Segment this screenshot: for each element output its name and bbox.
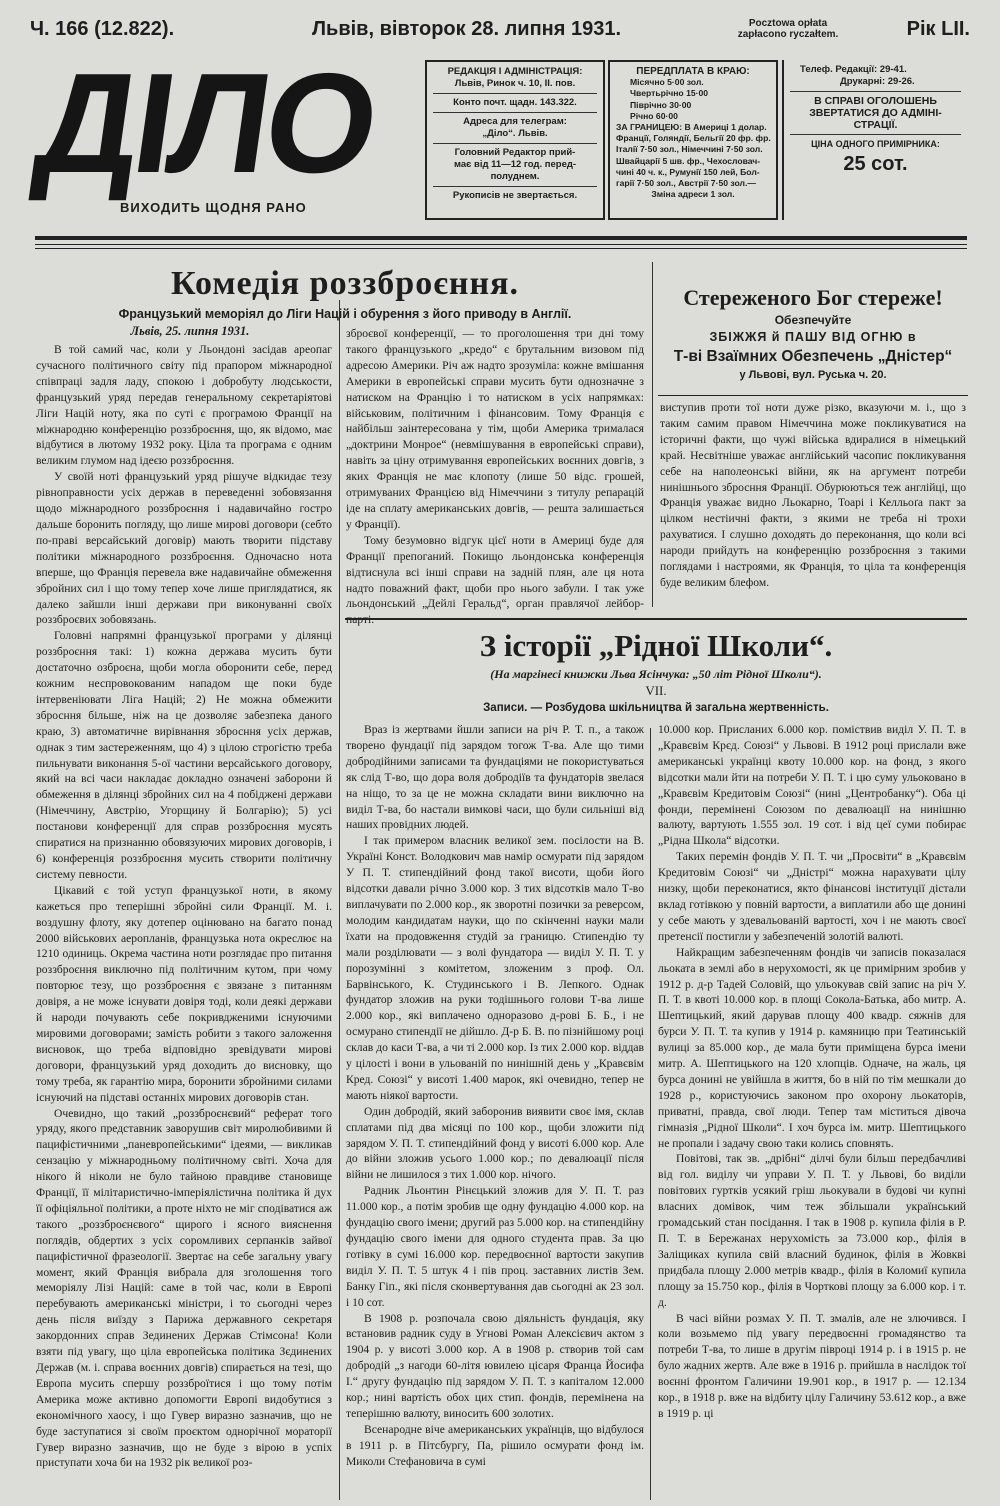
issue-price: 25 сот. [843,153,908,175]
article1-column-3 [660,400,966,615]
info2-line: Зміна адреси 1 зол. [651,189,735,200]
ad-line: Т-ві Взаїмних Обезпечень „Дністер“ [673,348,953,365]
info1-line: має від 11—12 год. перед- [453,159,577,170]
paragraph: зброєвої конференції, — то проголошення три дні тому такого французького „кредо“ є брутальним визовом під адресою Америки. Річ аж надто зрозуміла: кожне вмішання Америки в европейські справи мусить бути однозначне з натиском на Францію і то натиском в усіх напрямках: військовим, політичним і фінансовим. Тому Франція є найбільш заінтересована у тім, щоби Америка трималася „доктрини Монрое“ (невмішування в европейські справи), навіть за ціну отримування европейських воєнних довгів, з яких Франція не має клопоту (лише 50 відс. грошей, отримуваних Францією від Німеччини з титулу репарацій іде на сплату американських довгів, — решта залишається у Франції). [346,327,644,531]
masthead-rule-thin [35,244,967,245]
postage-note [698,18,878,40]
subscription-box [608,60,778,220]
paragraph: Таких перемін фондів У. П. Т. чи „Просвіти“ в „Кравєвім Кредитовім Союзі“ чи „Дністрі“ можна нарахувати цілу низку, щоби переконатися, якто фінансові інституції дістали вклад готівкою у повній вартости, а виплатили або ще донині у себе мають у здевальованій вартості, хоч і не мають своєї претенсії постигли у забезпеченій золотій валюті. [658,850,966,943]
column-rule [652,262,653,607]
column-rule [339,300,340,1500]
paragraph: Один добродій, який заборонив виявити своє імя, склав сплатами під два місяці по 100 кор., щоби зложити під зарядом У. П. Т. стипендійний фонд у висоті 6.000 кор. Але до війни зложив усього 1.000 кор.; по девалюації після війни не лишилося з тих 1.000 кор. нічого. [346,1104,644,1182]
divider [433,93,597,94]
info2-line: гарії 7·50 зол., Австрії 7·50 зол.— [616,178,756,189]
info3-line: В СПРАВІ ОГОЛОШЕНЬ [814,95,937,107]
newspaper-subtitle: ВИХОДИТЬ ЩОДНЯ РАНО [120,200,307,215]
info2-line: Чвертьрічно 15·00 [630,88,709,99]
info1-line: Львів, Ринок ч. 10, II. пов. [454,78,576,89]
info2-line: чині 40 ч. к., Румунії 150 лей, Бол- [616,166,760,177]
paragraph: І так примером власник великої зем. посілости на В. Україні Конст. Володкович мав намір осмурати під зарядом У П. Т. стипендійний фонд такої висоти, щоби його відсотки давали річно 3.000 кор. З тих відсотків мало Т-во виплачувати по 2.000 кор., як зворотні позички за реверсом, молодим кандидатам науки, що по скінченні науки мали їхати на продовження студій за границю. Стипендію ту мали розділювати — з волі фундатора — виділ У. П. Т. у порозумінні з комітетом, зложеним з проф. Ол. Барвінського, К. Студинського і В. Лепкого. Однак фундатор зложив на руки тодішнього голови Т-ва лише 2.000 кор., які виплачено одноразово д-рові Б. Б., і не осмурано стипендії не дійшло. Д-р Б. В. по пізнійшому році склав до каси Т-ва, а чи ті 2.000 кор. Із тих 2.000 кор. віддав у цілості і вони в ульованій по нинішній день у „Кравєвім Кред. Союзі“ у висоті 1.400 марок, які очевидно, тепер не мають ніякої вартости. [346,834,644,1102]
paragraph: Найкращим забезпеченням фондів чи записів показалася льоката в землі або в нерухомості, як це примірним зробив у 1912 р. д-р Тадей Соловій, що ульокував свій запис на річ У. П. Т. в квоті 10.000 кор. в площі Сокола-Батька, або митр. А. Шептицький, який дарував площу 400 квадр. сяжнів для бурси У. П. Т. та купив у 1914 р. камяницю при Театинській вулиці за 85.000 кор., де мала бути приміщена бурса імени митр. А. Шептицького на 120 хлопців. Одначе, на жаль, ця бурса донині не увійшла в життя, бо в ній по тім мешкали до 1928 р., користуючись законом про охорону льокаторів, приватні, правда, свої люди. Тепер там міститься дівоча гімназія „Рідної Школи“. І хоч бурса ім. митр. Шептицького не пропали і задачу свою таки колись сповнять. [658,945,966,1150]
paragraph: Тому безумовно відгук цієї ноти в Америці буде для Франції препоганий. Покищо льондонська конференція відтиснула всі інші справи на задній плян, але ця нота надто поважний факт, щоби про нього забули. І так уже льондонський „Дейлі Геральд“, орган правлячої лейбор- [346,533,644,611]
info1-line: Головний Редактор прий- [454,147,576,158]
paragraph: У своїй ноті французький уряд рішуче відкидає тезу рівноправности усіх держав в переведенні зобовязання щодо міжнародного роззброєння і надавичайно гостро дальше боронить погляду, що лише мирові договори (себто по-праві версайський договір) мають творити підставу політики міжнародного роззброєння. Одночасно нота вперше, що Франція перевела вже надавичайне обмеження збройних сил і що тому тепер хоче лише приглядатися, як далеко зайшли інші держави при виконуванні своїх роззброєвих зобовязань. [36,470,332,627]
info2-line: Піврічно 30·00 [630,99,692,110]
info3-line: ЦІНА ОДНОГО ПРИМІРНИКА: [811,139,940,149]
info3-line: Друкарні: 29-26. [840,76,915,87]
postage-line-1: Pocztowa opłata [748,18,828,29]
ad-rule [658,395,968,396]
info3-line: СТРАЦІЇ. [853,119,898,131]
info2-line: Місячно 5·00 зол. [630,77,704,88]
place-date: Львів, вівторок 28. липня 1931. [312,18,622,40]
divider [433,143,597,144]
editorial-info-box [425,60,605,220]
article1-subtitle: Французький меморіял до Ліги Націй і обурення з його приводу в Англії. [118,307,572,321]
article-separator [345,618,967,620]
article2-part: VII. [645,683,667,698]
paragraph: В той самий час, коли у Льондоні засідав ареопаг сучасного політичного світу під прапором міжнародної співпраці задля ладу, спокою і добробуту людськости, французький уряд передав генеральному секретаріятові Ліги Націй ноту, яка по суті є програмою Франції на міжнародню конференцію роззброєння, що, як відомо, має відбутися в лютому 1932 року. Ціла та програма є одним великим глумом над ідеєю роззброєння. [36,343,332,468]
info2-line: Італії 7·50 зол., Німеччині 7·50 зол. [616,144,763,155]
info1-line: РЕДАКЦІЯ І АДМІНІСТРАЦІЯ: [447,66,583,77]
divider [790,134,961,135]
info3-line: ЗВЕРТАТИСЯ ДО АДМІНІ- [809,107,942,119]
ad-line: у Львові, вул. Руська ч. 20. [739,369,887,381]
top-line [30,18,970,44]
insurance-ad [660,284,966,394]
paragraph: В 1908 р. розпочала свою діяльність фундація, яку встановив радник суду в Угнові Роман Алексієвич актом з 1904 р. у висоті 3.000 кор. А в 1908 р. створив той сам добродій „з нагоди 60-літя ювилею цісаря Франца Йосифа І.“ другу фундацію під зарядом У. П. Т. з капіталом 12.000 кор.; нині вартість обох цих стип. фондів, переміненa на теперішню валюту, виносить 600 золотих. [346,1311,644,1420]
info1-line: Конто почт. щадн. 143.322. [453,97,577,108]
article2-column-2 [658,722,966,1500]
article1-dateline: Львів, 25. липня 1931. [130,324,250,338]
paragraph: 10.000 кор. Присланих 6.000 кор. поміствив виділ У. П. Т. в „Кравєвім Крєд. Союзі“ у Львові. В 1912 році прислали вже американські українці квоту 10.000 кор. на фонд, з якого відсотки мали йти на потреби У. П. Т. і цю суму ульоковано в „Кравєвім Кредитовім Союзі“ (нині „Центробанку“). Оба ці фонди, перемінені Союзом по девалюації на нинішню валюту, вартують 1.555 зол. 19 сот. і від цеї суми побирає „Рідна Школа“ відсотки. [658,723,966,848]
masthead [26,44,422,227]
paragraph: Повітові, так зв. „дрібні“ ділчі були більш передбачливі від гол. виділу чи управи У. П. Т. у Львові, бо виділи повітових гуртків усякий гріш льокували в будові чи купні власних домівок, чим теж збільшали український громадський стан посідання. І так в 1908 р. купила філія в Р. П. Т. в Бережанах нерухомість за 73.000 кор., філія в Заліщиках купила свій власний будинок, філія в Жовкві придбала площу 2.000 метрів квадр., філія в Коломиї купила площу за 15.750 кор., філія в Чорткові площу за 6.000 кор. і т. д. [658,1152,966,1309]
paragraph: виступив проти тої ноти дуже різко, вказуючи м. і., що з таким самим правом Німеччина може покликуватися на історичні факти, що чужі війська вдиралися в німецький край. Несвітніше уважає англійський часопис покликування себе на наполеонські війни, як на аргумент потреби нинішнього збросння Франції. Обурюються теж англійці, що Франція уважає видно Льокарно, Тоарі і Келльоґа пакт за цілком нестіичні факти, з якими не треба ні трохи рахуватися. І слушно доходять до переконання, що коли всі народи прийдуть на конференцію роззброєння з такими поглядами і настроями, як Франція, то ціла та конференція буде великим блефом. [660,401,966,589]
paragraph: Радник Льонтин Рінєцький зложив для У. П. Т. раз 11.000 кор., а потім зробив ще одну фундацію 4.000 кор. на фундацію свого імени; другий раз 5.000 кор. на стипендійну фундацію свого імени для одного студента прав. За цю готівку в сумі 16.000 кор. передвоєнної вартости закупив виділ У. П. Т. 5 штук 4 і пів проц. заставних листів Зем. Банку Гіп., які після сконвертування дав сьогодні ак 23 зол. і 10 сот. [346,1184,644,1309]
info1-line: полуднем. [490,171,540,182]
info1-line: „Діло“. Львів. [482,128,548,139]
divider [433,186,597,187]
article1-column-1 [36,342,332,1500]
article2-column-1 [346,722,644,1500]
article1-headline: Комедія роззброєння. [171,265,519,302]
info2-line: Франції, Голяндії, Бельгії 20 фр. фр. [616,133,771,144]
article2-subtitle: (На маргінесі книжки Льва Ясінчука: „50 літ Рідної Школи“). [490,667,822,681]
ad-line: ЗБІЖЖЯ й ПАШУ ВІД ОГНЮ в [709,330,917,344]
contacts-box [782,60,967,220]
info3-line: Телеф. Редакції: 29-41. [800,64,907,75]
info1-line: Адреса для телеграм: [463,116,567,127]
info2-line: ЗА ГРАНИЦЕЮ: В Америці 1 долар. [616,122,767,133]
ad-title: Стереженого Бог стереже! [683,285,943,310]
paragraph: Всенародне віче американських українців, що відбулося в 1911 р. в Пітсбургу, Па, рішило осмурати фонд ім. Миколи Стефановича в сумі [346,1422,644,1468]
paragraph: Враз із жертвами йшли записи на річ Р. Т. п., а також творено фундації під зарядом тогож Т-ва. Але що тими добродійними записами та фундаціями не покористуваться як слід Т-во, що дора воля добродіїв та фундаторів звелася на ніщо, то за це не можна складати вини виключно на виділ Т-ва, бо настали вимкові часи, що були сильніші від наших провідних людей. [346,723,644,832]
info2-line: ПЕРЕДПЛАТА В КРАЮ: [636,66,750,77]
year-label: Рік LII. [906,18,970,40]
column-rule [650,728,651,1500]
paragraph: Головні напрямні французької програми у ділянці роззброєння такі: 1) кожна держава мусить бути достаточно озброєна, щоби могла оборонити себе, перед кожним неспровокованим нападом ще поки буде інтервеніювати Ліга Націй; 2) Не можна обмежити збросння більше, ніж на це дозволяє забезпека даного краю, 3) автоматичне вирівнання збросння усіх держав, однак з тим застереженням, що 4) з цілою строгістю треба пильнувати виконання 5-ої частини версайського договору, який на всі часи накладає докладно означені заборони й обмеження в ділянці збройних сил на 4 побіджені держави (Німеччину, Австрію, Угорщину й Болгарію); 5) усі постанови конференції для справ роззброєння мусять спиратися на признанню обовязуючих мирових договорів, і 6) конференція роззброєння мусить створити політичну систему певности. [36,629,332,881]
postage-line-2: zapłacono ryczałtem. [737,29,839,40]
info1-line: Рукописів не звертається. [452,190,578,201]
ad-line: Обезпечуйте [774,313,852,327]
info2-line: Річно 60·00 [630,110,678,121]
divider [433,112,597,113]
masthead-rule-thin [35,248,967,249]
info2-line: Швайцарії 5 шв. фр., Чехословач- [616,155,761,166]
divider [790,91,961,92]
paragraph: Цікавий є той уступ французької ноти, в якому кажеться про теперішні збройні сили Франції. М. і. воздушну флоту, яку дотепер оцінювано на багато понад 2000 військових аеропланів, французька нота окреслює на 1210 одиниць. Окрема частина ноти розглядає про питання роззброєння виключно під політичним кутом, при чому повторює тезу, що роззброєння є звязане з питанням довіря, а не може існувати довіря тоді, коли деякі держави й народи почувають себе покривдженими існуючими мировими договорами; замість робити з такого заложення висновок, що треба відповідно зревідувати мирові договори, французький уряд доходить до висновку, що тому треба, як гарантію мира, боронити збройними силами існуючий на підставі останніх мирових договорів стан. [36,883,332,1104]
masthead-rule [35,236,967,240]
article2-headline: З історії „Рідної Школи“. [479,628,833,663]
issue-number: Ч. 166 (12.822). [30,18,175,40]
article1-column-2 [346,326,644,616]
article2-section: Записи. — Розбудова шкільництва й загальна жертвенність. [483,702,829,714]
newspaper-title: ДІЛО [26,44,384,203]
paragraph: В часі війни розмах У. П. Т. змалів, але не злючився. І коли возьмемо під увагу передвоєнні громадянство та потреби Т-ва, то лише в другім півроці 1914 р. і в 1915 р. не було жадних жертв. Але вже в 1916 р. прийшла в наслідок тої воєнні фронтом Галичини 19.901 кор., в 1917 р. — 12.134 кор., в 1918 р. вже на відбиту цілу Галичину 53.612 кор., а вже в 1919 р. ці [658,1311,966,1420]
paragraph: Очевидно, що такий „роззброєнєвий“ реферат того уряду, якого представник заворушив світ миролюбивими й пацифістичними „паневропейськими“ ідеями, — викликав сензацію у міжнародньому політичному світі. Хоча для нікого й ніколи не було тайною правдиве становище Франції, її мілітаристично-імперіялістична політика й дух її офіціяльної політики, а проте ніхто не міг сподіватися аж такого „роззброєнєвого“ щирого і ясного вияснення поглядів, обдертих з усіх соромливих серпанків зайвої пацифістичної фразеології. Звертає на себе загальну увагу момент, який Франція вибрала для зголошення того меморіялу Лізі Націй: саме в той час, коли в Европі перебувають американські міністри, і то сьогодні через день після виїзду з Парижа державного секретаря закордонних справ Зединених Держав Стімсона! Коли взяти під увагу, що ціла европейська політика Зєдинених Держав (м. і. справа воєнних довгів) спирається на тезі, що Европа мусить спершу роззброїтися і що тому потім Америка може активно допомогти Европі видобутися з економічного хаосу, і що Гувер виразно зазначив, що не буде заступатися зі своїм проєктом однорічної мораторії Гувер виразно зазначив, що не буде з вірою в успіх приступати хоча би на 1932 рік великої роз- [36,1106,332,1470]
